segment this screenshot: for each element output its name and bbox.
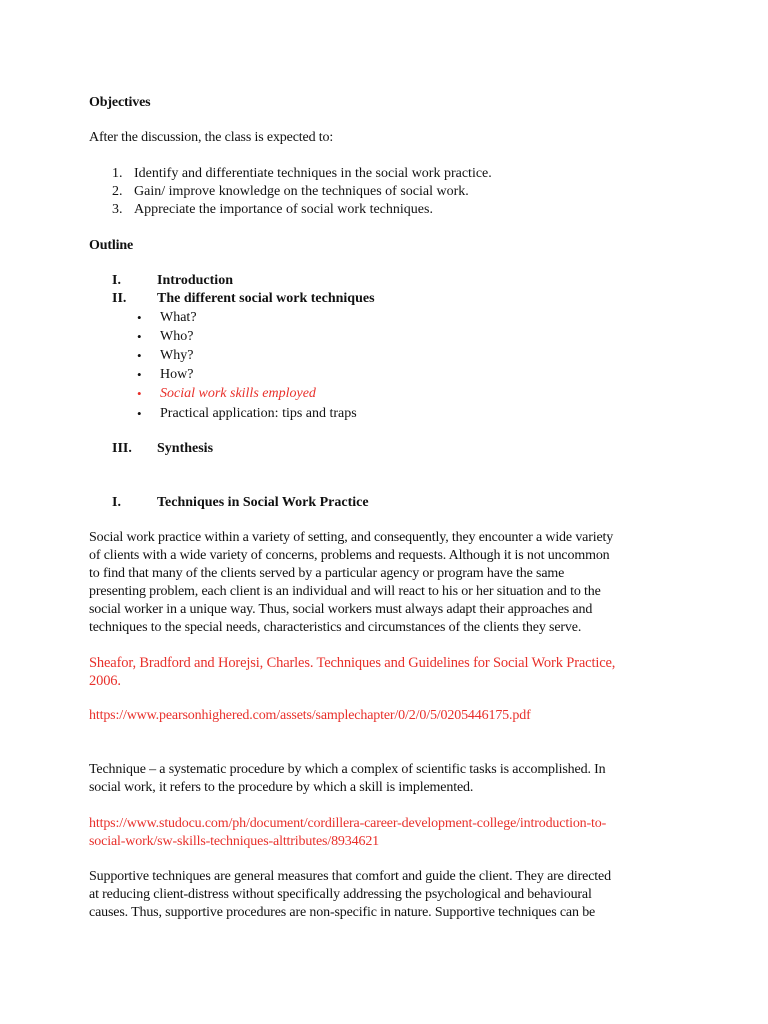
outline-heading: Outline [89,238,134,253]
outline-bullet-item: What? [160,310,197,325]
section-number: I. [112,495,121,510]
outline-section-title: Synthesis [157,441,214,456]
paragraph-line: Supportive techniques are general measures that comfort and guide the client. They are directed [89,869,611,884]
outline-section-number: I. [112,273,121,288]
outline-bullet-item: Why? [160,348,194,363]
citation-line: Sheafor, Bradford and Horejsi, Charles. Techniques and Guidelines for Social Work Practice, [89,655,616,671]
paragraph-line: techniques to the special needs, characteristics and circumstances of the clients they serve. [89,620,582,635]
reference-link[interactable]: https://www.pearsonhighered.com/assets/samplechapter/0/2/0/5/0205446175.pdf [89,708,531,723]
objective-number: 3. [112,202,123,217]
paragraph-line: of clients with a wide variety of concerns, problems and requests. Although it is not uncommon [89,548,610,563]
outline-section-title: The different social work techniques [157,291,375,306]
reference-link[interactable]: https://www.studocu.com/ph/document/cordillera-career-development-college/introduction-to- [89,816,607,831]
paragraph-line: to find that many of the clients served by a particular agency or program have the same [89,566,565,581]
paragraph-line: at reducing client-distress without specifically addressing the psychological and behavioural [89,887,592,902]
citation-line: 2006. [89,673,121,689]
bullet-icon: • [137,406,142,421]
objectives-heading: Objectives [89,95,151,110]
reference-link[interactable]: social-work/sw-skills-techniques-alttributes/8934621 [89,834,380,849]
outline-section-title: Introduction [157,273,233,288]
paragraph-line: presenting problem, each client is an individual and will react to his or her situation and to the [89,584,601,599]
paragraph-line: social worker in a unique way. Thus, social workers must always adapt their approaches and [89,602,593,617]
bullet-icon: • [137,386,142,401]
section-title: Techniques in Social Work Practice [157,495,369,510]
bullet-icon: • [137,329,142,344]
definition-line: Technique – a systematic procedure by which a complex of scientific tasks is accomplished. In [89,762,606,777]
outline-bullet-item: Who? [160,329,194,344]
bullet-icon: • [137,310,142,325]
objective-item: Appreciate the importance of social work techniques. [134,202,433,217]
objective-item: Identify and differentiate techniques in the social work practice. [134,166,492,181]
objectives-intro: After the discussion, the class is expected to: [89,130,334,145]
objective-item: Gain/ improve knowledge on the techniques of social work. [134,184,469,199]
paragraph-line: causes. Thus, supportive procedures are non-specific in nature. Supportive techniques can be [89,905,596,920]
definition-line: social work, it refers to the procedure by which a skill is implemented. [89,780,474,795]
objective-number: 2. [112,184,123,199]
outline-section-number: II. [112,291,127,306]
paragraph-line: Social work practice within a variety of setting, and consequently, they encounter a wide variety [89,530,614,545]
bullet-icon: • [137,367,142,382]
bullet-icon: • [137,348,142,363]
objective-number: 1. [112,166,123,181]
outline-bullet-item: How? [160,367,194,382]
outline-section-number: III. [112,441,132,456]
outline-bullet-item-highlighted: Social work skills employed [160,386,316,401]
outline-bullet-item: Practical application: tips and traps [160,406,357,421]
